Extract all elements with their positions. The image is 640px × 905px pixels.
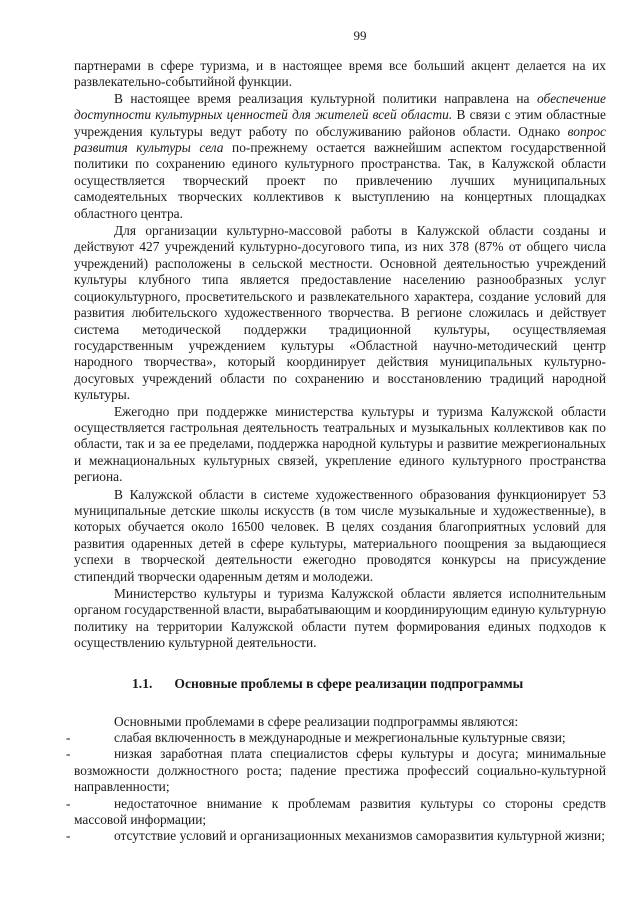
problems-list xyxy=(66,730,606,845)
emphasis-accessibility: обеспечение доступности культурных ценностей для жителей всей области. xyxy=(74,90,606,123)
paragraph-cultural-policy xyxy=(74,91,606,222)
dash-marker: - xyxy=(66,795,71,811)
section-number: 1.1. xyxy=(132,675,153,691)
dash-marker: - xyxy=(66,746,71,762)
section-title: Основные проблемы в сфере реализации подпрограммы xyxy=(174,675,524,691)
list-item xyxy=(66,730,606,746)
list-item-text: низкая заработная плата специалистов сферы культуры и досуга; минимальные возможности должностного роста; падение престижа профессий социально-культурной направленности; xyxy=(74,746,606,795)
paragraph-text: В настоящее время реализация культурной политики направлена на xyxy=(114,90,537,106)
section-heading xyxy=(132,676,606,692)
paragraph-text: по-прежнему остается важнейшим аспектом государственной политики по сохранению единого культурного пространства. Так, в Калужской области осуществляется творческий проект по привлечению лучших муниципальных самодеятельных творческих коллективов к выступлению на концертных площадках областного центра. xyxy=(74,140,606,221)
paragraph-ministry: Министерство культуры и туризма Калужской области является исполнительным органом государственной власти, вырабатывающим и координирующим единую культурную политику на территории Калужской области путем формирования единых подходов к осуществлению культурной деятельности. xyxy=(74,586,606,651)
paragraph-text: В связи с этим областные учреждения культуры ведут работу по обслуживанию районов области. Однако xyxy=(74,107,607,139)
list-item xyxy=(66,795,606,829)
problems-intro: Основными проблемами в сфере реализации подпрограммы являются: xyxy=(114,713,519,729)
page-number: 99 xyxy=(353,28,367,43)
list-item-text: недостаточное внимание к проблемам развития культуры со стороны средств массовой информации; xyxy=(74,795,606,828)
list-item-text: слабая включенность в международные и межрегиональные культурные связи; xyxy=(114,730,566,746)
list-item xyxy=(66,746,606,795)
dash-marker: - xyxy=(66,730,71,746)
emphasis-village-culture: вопрос развития культуры села xyxy=(74,123,606,156)
paragraph-cultural-institutions: Для организации культурно-массовой работы в Калужской области созданы и действуют 427 учреждений культурно-досугового типа, из них 378 (87% от общего числа учреждений) расположены в сельской местности. Основной деятельностью учреждений культуры клубного типа является предоставление населению разнообразных услуг социокультурного, просветительского и развлекательного характера, создание условий для развития любительского художественного творчества. В регионе сложилась и действует система методической поддержки традиционной культуры, осуществляемая государственным учреждением культуры «Областной научно-методический центр народного творчества», который координирует действия муниципальных культурно-досуговых учреждений области по сохранению и восстановлению традиций народной культуры. xyxy=(74,223,606,403)
dash-marker: - xyxy=(66,828,71,844)
list-item-text: отсутствие условий и организационных механизмов саморазвития культурной жизни; xyxy=(114,828,605,844)
list-item xyxy=(66,828,606,844)
paragraph-art-education: В Калужской области в системе художественного образования функционирует 53 муниципальные детские школы искусств (в том числе музыкальные и художественные), в которых обучается около 16500 человек. В целях создания благоприятных условий для развития одаренных детей в сфере культуры, материального поощрения за выдающиеся успехи в творческой деятельности ежегодно проводятся конкурсы на присуждение стипендий творчески одаренным детям и молодежи. xyxy=(74,486,606,584)
paragraph-tourism-partners: партнерами в сфере туризма, и в настоящее время все больший акцент делается на их развлекательно-событийной функции. xyxy=(74,58,606,90)
paragraph-touring-activity: Ежегодно при поддержке министерства культуры и туризма Калужской области осуществляется гастрольная деятельность театральных и музыкальных коллективов как по области, так и за ее пределами, поддержка народной культуры и развитие межрегиональных и межнациональных культурных связей, укрепление единого культурного пространства региона. xyxy=(74,403,606,485)
